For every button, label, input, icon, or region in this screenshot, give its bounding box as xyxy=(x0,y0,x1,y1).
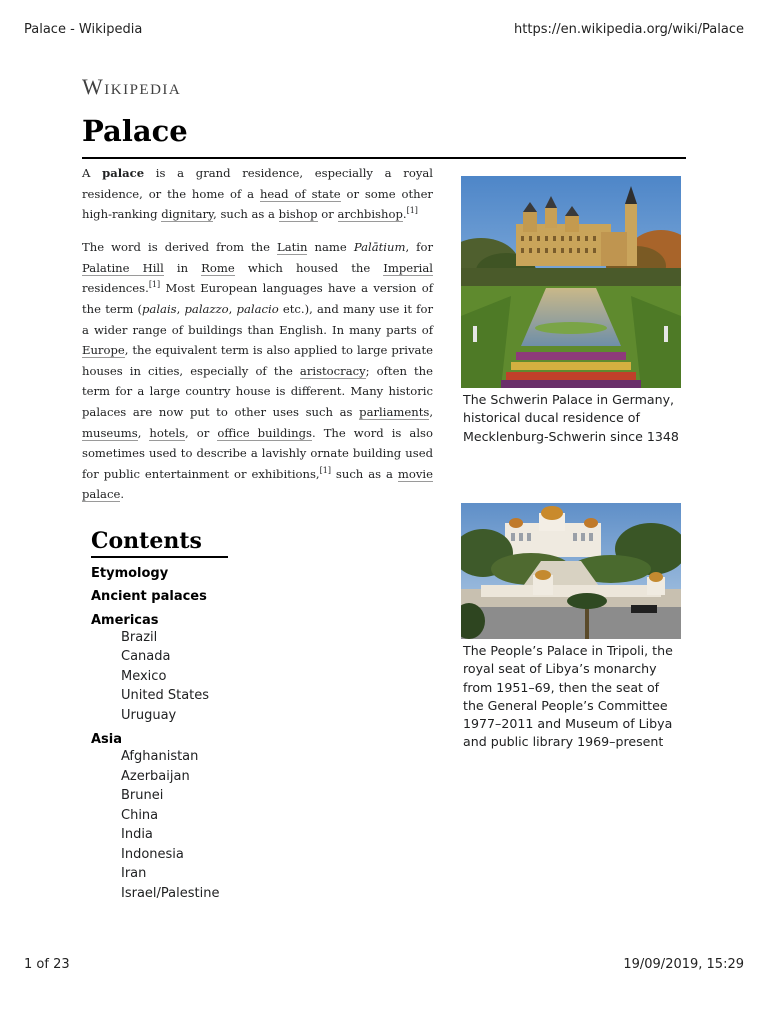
article-link[interactable]: Imperial xyxy=(383,260,433,275)
article-link[interactable]: archbishop xyxy=(337,207,403,222)
figure-peoples-palace xyxy=(461,503,681,752)
toc-subitem[interactable]: China xyxy=(121,807,159,823)
print-header xyxy=(24,22,744,40)
text-run: or some other high-ranking xyxy=(82,186,433,222)
toc-spacer xyxy=(91,905,321,910)
text-run: or xyxy=(317,207,338,222)
toc-divider xyxy=(91,556,228,558)
text-run: which housed the xyxy=(234,260,384,275)
text-run: , or xyxy=(185,425,218,440)
citation-ref[interactable]: [1] xyxy=(319,465,331,475)
text-run: Most European languages have a version of the term ( xyxy=(82,281,433,317)
toc-subitem[interactable]: Canada xyxy=(121,649,171,665)
article-link[interactable]: Rome xyxy=(201,260,235,275)
italic-term: palais xyxy=(141,302,177,317)
figure-schwerin-palace xyxy=(461,176,681,446)
article-link[interactable]: dignitary xyxy=(161,207,214,222)
citation-ref[interactable]: [1] xyxy=(148,280,161,290)
lead-paragraph xyxy=(82,163,433,225)
text-run: , such as a xyxy=(213,207,279,222)
page-counter: 1 of 23 xyxy=(24,957,70,972)
toc-subitem[interactable]: United States xyxy=(121,688,210,704)
text-run: name xyxy=(307,240,354,255)
italic-term: Palātium xyxy=(353,240,406,255)
toc-subitem[interactable]: Azerbaijan xyxy=(121,768,190,784)
text-run: . xyxy=(402,207,407,222)
italic-term: palacio xyxy=(236,302,279,317)
toc-subitem[interactable]: Indonesia xyxy=(121,846,184,862)
table-of-contents xyxy=(91,528,321,910)
print-page-title: Palace - Wikipedia xyxy=(24,22,143,37)
text-run: . xyxy=(120,487,124,502)
article-link[interactable]: Palatine Hill xyxy=(82,260,164,275)
toc-title: Contents xyxy=(91,528,202,554)
peoples-palace-image xyxy=(461,503,681,639)
toc-item[interactable]: Americas xyxy=(91,612,159,628)
article-link[interactable]: museums xyxy=(82,425,138,440)
figure-caption: The People’s Palace in Tripoli, the royal seat of Libya’s monarchy from 1951–69, then the seat of the General People’s Committee 1977–2011 and Museum of Libya and public library 1969–present xyxy=(463,643,673,750)
wikipedia-wordmark: Wikipedia xyxy=(82,74,182,99)
toc-subitem[interactable]: Iran xyxy=(121,866,147,882)
article-link[interactable]: hotels xyxy=(149,425,186,440)
article-link[interactable]: parliaments xyxy=(359,405,430,420)
print-datetime: 19/09/2019, 15:29 xyxy=(623,957,744,972)
article-body xyxy=(82,163,433,518)
text-run: , for xyxy=(405,240,433,255)
page-title: Palace xyxy=(82,114,188,148)
text-run: such as a xyxy=(330,466,398,481)
text-run: , the equivalent term is also applied to large private houses in cities, especially of the xyxy=(82,343,433,378)
article-link[interactable]: Latin xyxy=(277,240,308,255)
text-run: ; often the term for a large country house is different. Many historic palaces are now put to other uses such as xyxy=(82,363,433,420)
toc-list xyxy=(91,566,321,910)
text-run: , xyxy=(429,405,433,420)
toc-subitem[interactable]: Uruguay xyxy=(121,707,177,723)
article-link[interactable]: office buildings xyxy=(217,425,312,440)
article-link[interactable]: aristocracy xyxy=(299,363,366,378)
toc-subitem[interactable]: Israel/Palestine xyxy=(121,885,220,901)
article-link[interactable]: bishop xyxy=(278,207,318,222)
citation-ref[interactable]: [1] xyxy=(406,206,418,216)
text-run: etc.), and many use it for a wider range of buildings than English. In many parts of xyxy=(82,302,433,337)
toc-subitem[interactable]: Afghanistan xyxy=(121,749,199,765)
schwerin-palace-image xyxy=(461,176,681,388)
text-run: , xyxy=(228,302,237,317)
print-footer xyxy=(24,957,744,975)
text-run: in xyxy=(163,260,202,275)
print-page-url: https://en.wikipedia.org/wiki/Palace xyxy=(514,22,744,37)
article-link[interactable]: movie palace xyxy=(82,466,433,502)
title-divider xyxy=(82,157,686,159)
toc-subitem[interactable]: India xyxy=(121,827,153,843)
toc-subitem[interactable]: Brunei xyxy=(121,788,164,804)
article-link[interactable]: head of state xyxy=(259,186,341,201)
etymology-paragraph xyxy=(82,237,433,505)
toc-item[interactable]: Ancient palaces xyxy=(91,589,207,605)
toc-item[interactable]: Etymology xyxy=(91,566,169,581)
article-link[interactable]: Europe xyxy=(82,343,125,358)
text-run: . The word is also sometimes used to describe a lavishly ornate building used for public entertainment or exhibitions, xyxy=(82,425,433,481)
italic-term: palazzo xyxy=(184,302,229,317)
toc-subitem[interactable]: Mexico xyxy=(121,668,167,684)
text-run: , xyxy=(137,425,150,440)
figure-caption: The Schwerin Palace in Germany, historical ducal residence of Mecklenburg-Schwerin since 1348 xyxy=(463,392,679,444)
text-run: The word is derived from the xyxy=(82,240,278,255)
text-run: is a grand residence, especially a royal residence, or the home of a xyxy=(82,166,434,201)
toc-item[interactable]: Asia xyxy=(91,732,123,748)
text-run: residences. xyxy=(82,281,149,296)
text-run: , xyxy=(176,302,185,317)
text-run: A xyxy=(82,166,103,180)
bold-term: palace xyxy=(102,166,145,180)
toc-subitem[interactable]: Brazil xyxy=(121,629,158,645)
